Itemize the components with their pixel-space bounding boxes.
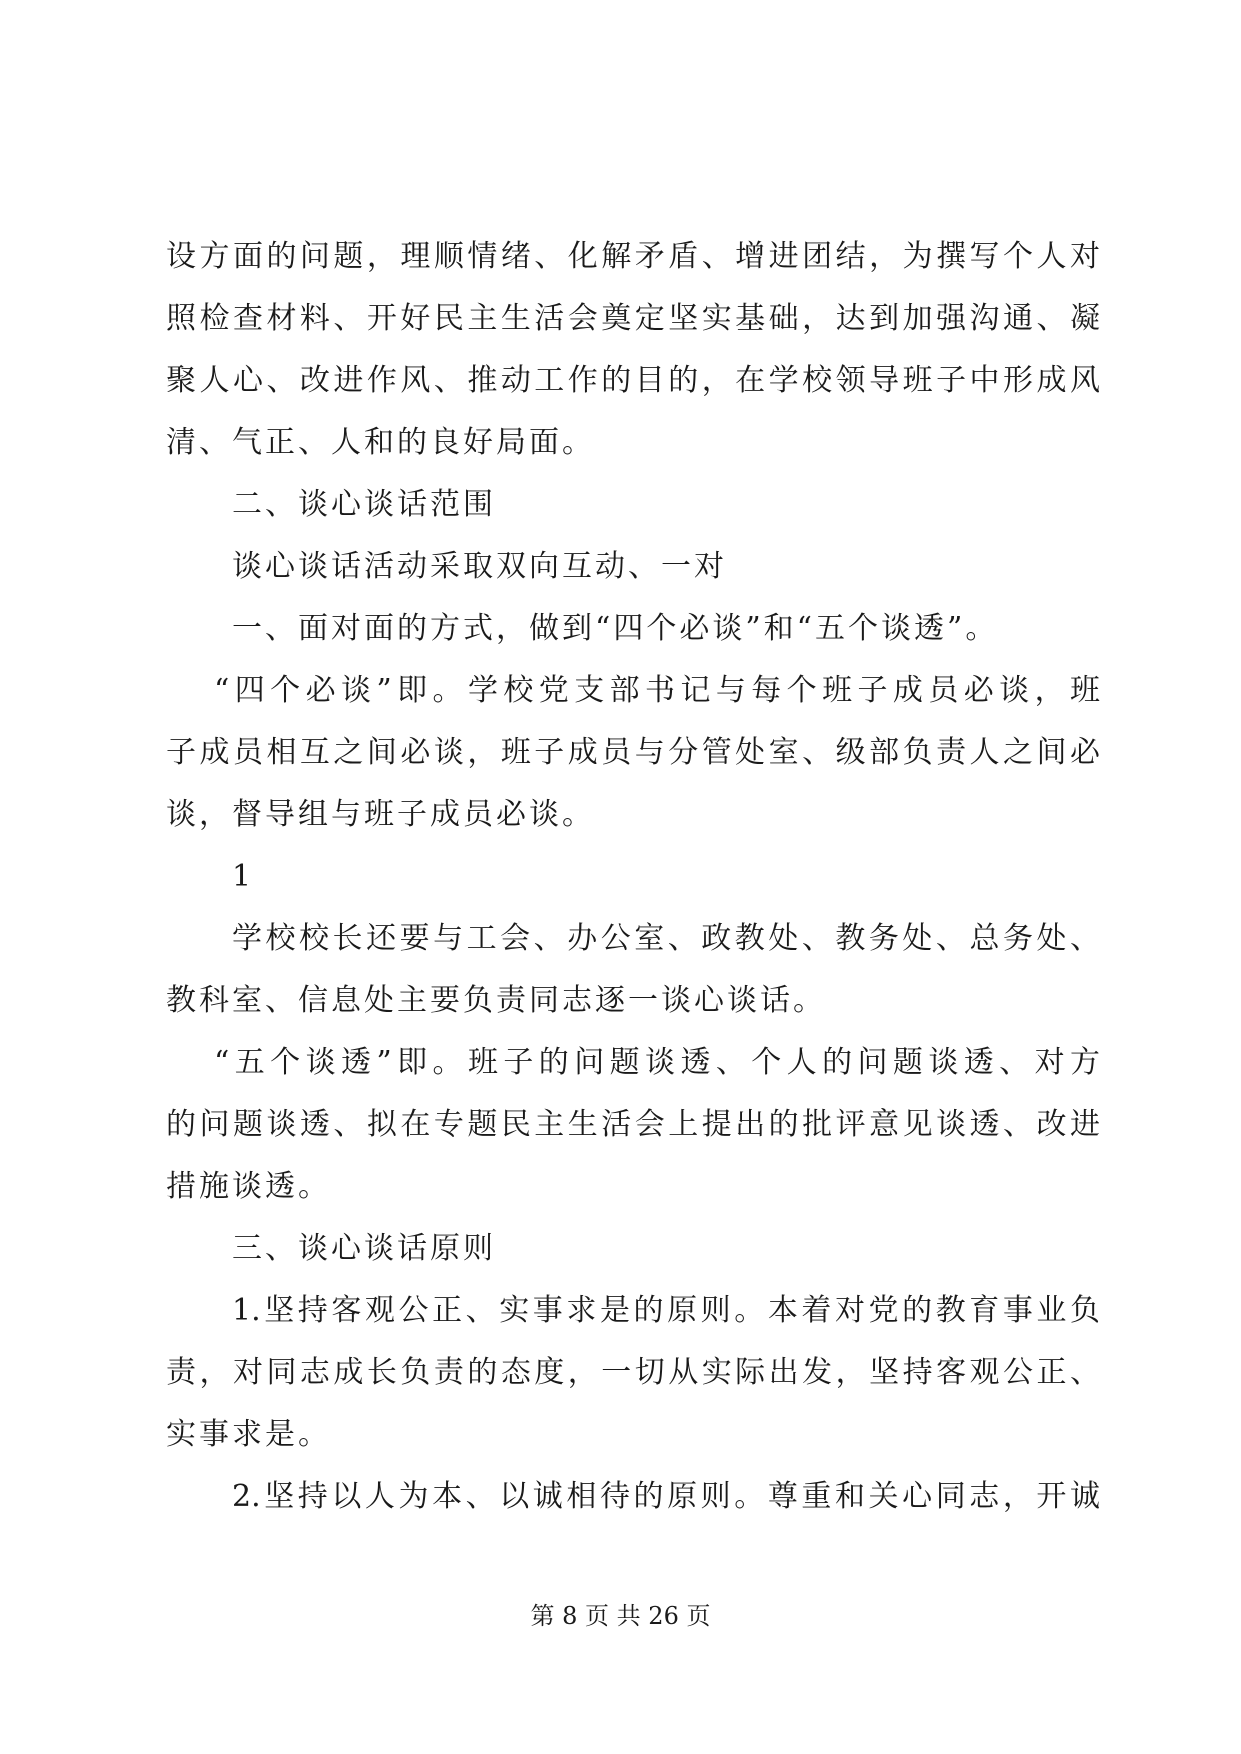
text-line: 子成员相互之间必谈，班子成员与分管处室、级部负责人之间必	[166, 735, 1100, 770]
text-line: 一、面对面的方式，做到“四个必谈”和“五个谈透”。	[232, 611, 999, 646]
text-line: 实事求是。	[166, 1417, 331, 1452]
document-body	[166, 226, 1100, 1528]
text-line: 设方面的问题，理顺情绪、化解矛盾、增进团结，为撰写个人对	[166, 239, 1100, 274]
text-line: 聚人心、改进作风、推动工作的目的，在学校领导班子中形成风	[166, 363, 1100, 398]
text-line: “五个谈透”即。班子的问题谈透、个人的问题谈透、对方	[214, 1045, 1100, 1080]
text-line: 1.坚持客观公正、实事求是的原则。本着对党的教育事业负	[232, 1293, 1100, 1328]
text-line: 谈心谈话活动采取双向互动、一对	[232, 549, 727, 584]
text-line: 学校校长还要与工会、办公室、政教处、教务处、总务处、	[232, 921, 1100, 956]
section-heading: 二、谈心谈话范围	[232, 487, 496, 522]
text-line: 责，对同志成长负责的态度，一切从实际出发，坚持客观公正、	[166, 1355, 1100, 1390]
text-line: 教科室、信息处主要负责同志逐一谈心谈话。	[166, 983, 826, 1018]
inline-page-number: 1	[232, 859, 252, 894]
text-line: 清、气正、人和的良好局面。	[166, 425, 595, 460]
text-line: 谈，督导组与班子成员必谈。	[166, 797, 595, 832]
section-heading: 三、谈心谈话原则	[232, 1231, 496, 1266]
text-line: 2.坚持以人为本、以诚相待的原则。尊重和关心同志，开诚	[232, 1479, 1100, 1514]
text-line: 照检查材料、开好民主生活会奠定坚实基础，达到加强沟通、凝	[166, 301, 1100, 336]
text-line: “四个必谈”即。学校党支部书记与每个班子成员必谈，班	[214, 673, 1100, 708]
text-line: 的问题谈透、拟在专题民主生活会上提出的批评意见谈透、改进	[166, 1107, 1100, 1142]
page-number-label: 第 8 页 共 26 页	[530, 1602, 711, 1630]
text-line: 措施谈透。	[166, 1169, 331, 1204]
page-footer	[0, 1600, 1241, 1632]
